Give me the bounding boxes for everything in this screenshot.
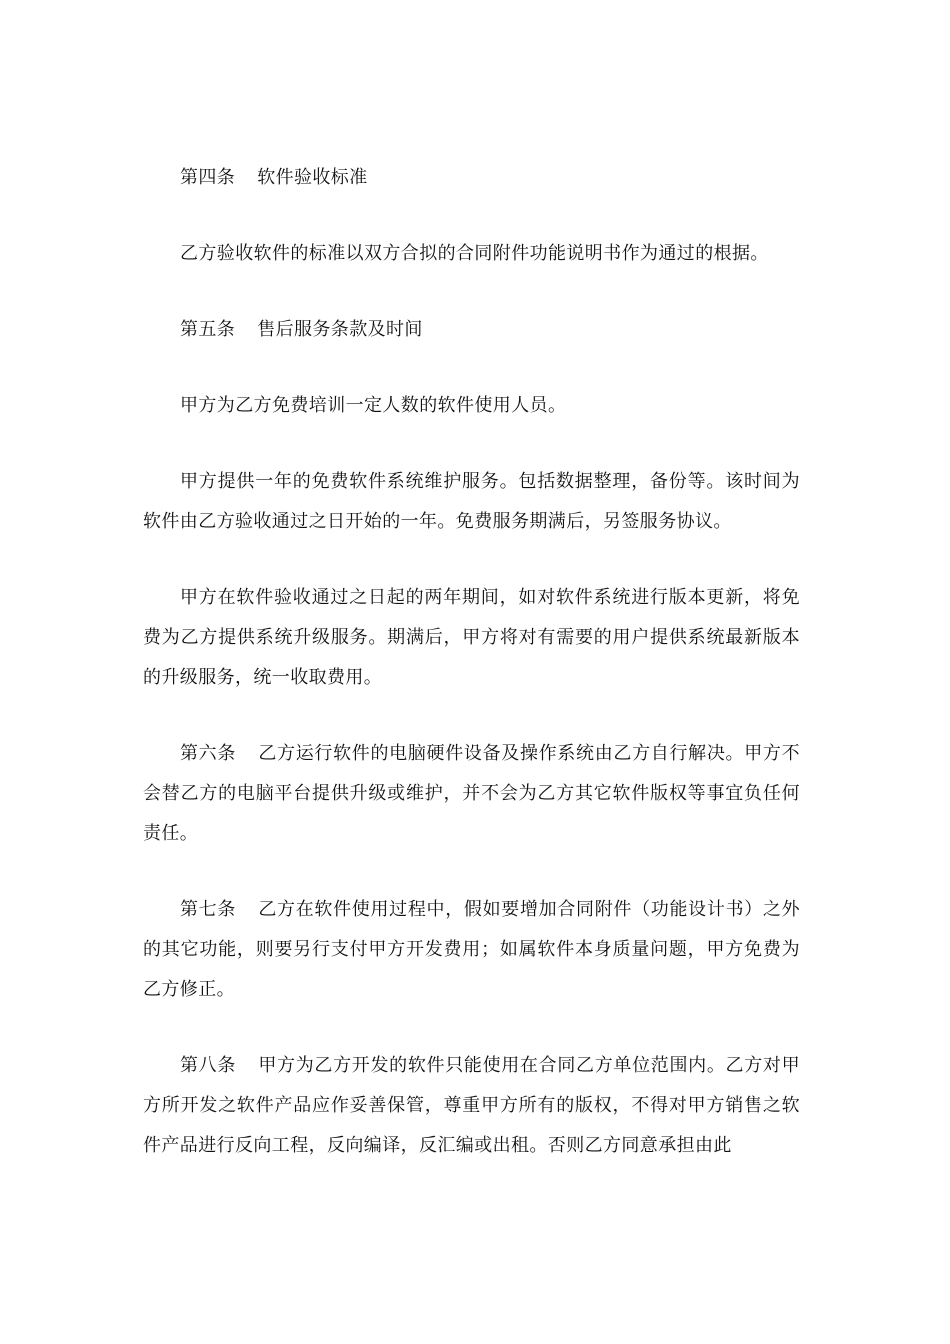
article-label: 第八条 <box>180 1055 237 1076</box>
article-4-heading <box>143 158 800 198</box>
article-text: 乙方在软件使用过程中，假如要增加合同附件（功能设计书）之外的其它功能，则要另行支付甲方开发费用；如属软件本身质量问题，甲方免费为乙方修正。 <box>143 899 800 1000</box>
article-7 <box>143 890 800 1010</box>
article-label: 第五条 <box>180 319 236 340</box>
article-8 <box>143 1046 800 1166</box>
article-label: 第七条 <box>180 899 237 920</box>
article-title: 软件验收标准 <box>257 167 368 188</box>
article-label: 第四条 <box>180 167 236 188</box>
article-5-maintenance-clause: 甲方提供一年的免费软件系统维护服务。包括数据整理，备份等。该时间为软件由乙方验收通过之日开始的一年。免费服务期满后，另签服务协议。 <box>143 471 800 532</box>
article-6 <box>143 734 800 854</box>
article-title: 售后服务条款及时间 <box>257 319 423 340</box>
article-5-upgrade-clause: 甲方在软件验收通过之日起的两年期间，如对软件系统进行版本更新，将免费为乙方提供系统升级服务。期满后，甲方将对有需要的用户提供系统最新版本的升级服务，统一收取费用。 <box>143 587 800 688</box>
article-4-body: 乙方验收软件的标准以双方合拟的合同附件功能说明书作为通过的根据。 <box>180 243 769 264</box>
document-body <box>143 158 800 1202</box>
article-text: 甲方为乙方开发的软件只能使用在合同乙方单位范围内。乙方对甲方所开发之软件产品应作妥善保管，尊重甲方所有的版权，不得对甲方销售之软件产品进行反向工程，反向编译，反汇编或出租。否则乙方同意承担由此 <box>143 1055 800 1156</box>
article-5-training-clause: 甲方为乙方免费培训一定人数的软件使用人员。 <box>180 395 567 416</box>
article-5-heading <box>143 310 800 350</box>
article-text: 乙方运行软件的电脑硬件设备及操作系统由乙方自行解决。甲方不会替乙方的电脑平台提供升级或维护，并不会为乙方其它软件版权等事宜负任何责任。 <box>143 743 800 844</box>
article-label: 第六条 <box>180 743 237 764</box>
